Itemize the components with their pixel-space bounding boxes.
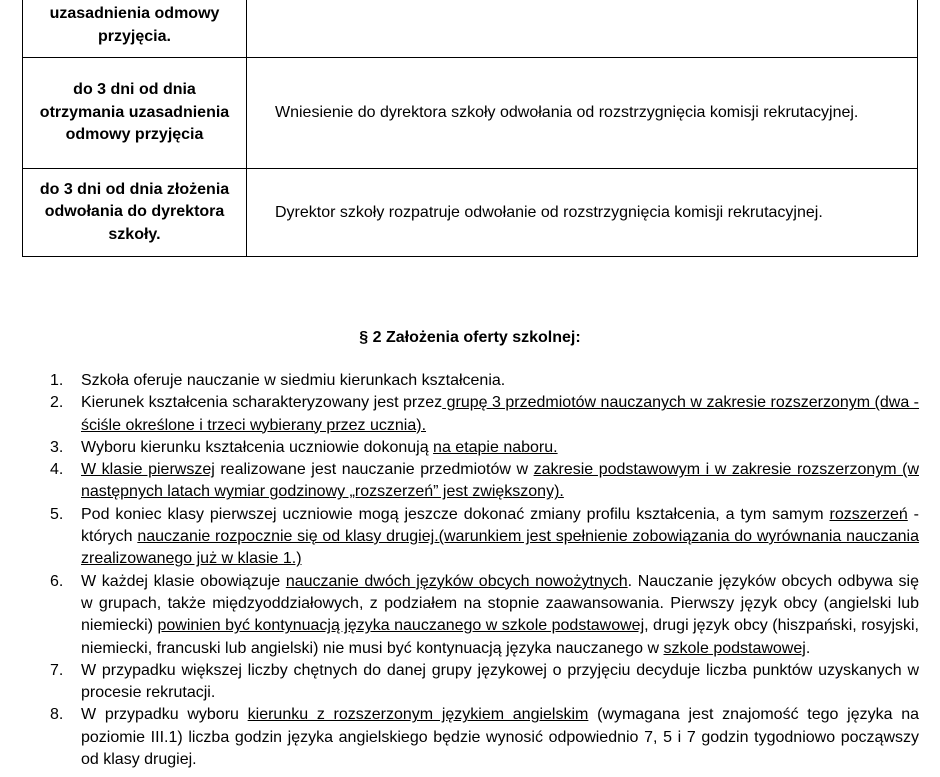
- underlined-text: rozszerzeń: [829, 505, 908, 523]
- list-item-text: Pod koniec klasy pierwszej uczniowie mogą jeszcze dokonać zmiany profilu kształcenia, a tym samym: [81, 505, 830, 523]
- table-row: [23, 169, 918, 257]
- underlined-text: W klasie pierwszej: [81, 461, 215, 479]
- list-item-text: W każdej klasie obowiązuje: [81, 572, 286, 590]
- list-item: [0, 571, 940, 660]
- deadline-text: uzasadnienia odmowy przyjęcia.: [49, 5, 220, 45]
- list-item-text: , drugi język obcy (hiszpański, rosyjski, niemiecki, francuski lub angielski) nie musi być kontynuacją języka nauczanego w: [81, 617, 919, 657]
- recruitment-schedule-table: [22, 0, 918, 257]
- list-item-number: 7.: [50, 661, 64, 679]
- list-item: [0, 459, 940, 504]
- list-item-text: realizowane jest nauczanie przedmiotów w: [214, 461, 534, 479]
- underlined-text: powinien być kontynuacją języka nauczanego w szkole podstawowej: [157, 617, 645, 635]
- list-item-number: 5.: [50, 505, 64, 523]
- action-text: Dyrektor szkoły rozpatruje odwołanie od rozstrzygnięcia komisji rekrutacyjnej.: [275, 203, 823, 221]
- list-item-number: 3.: [50, 438, 64, 456]
- list-item: [0, 370, 940, 392]
- list-item-text: W przypadku większej liczby chętnych do danej grupy językowej o przyjęciu decyduje liczba punktów uzyskanych w procesie rekrutacji.: [81, 661, 919, 702]
- table-row: [23, 58, 918, 169]
- list-item-text: .: [805, 639, 811, 657]
- list-item-text: Szkoła oferuje nauczanie w siedmiu kierunkach kształcenia.: [81, 372, 506, 389]
- deadline-cell: [23, 169, 247, 257]
- action-cell: [247, 58, 918, 169]
- list-item-text: . Nauczanie języków obcych odbywa się w grupach, także międzyoddziałowych, z podziałem na stopnie zaawansowania. Pierwszy język obcy (angielski lub niemiecki): [81, 572, 920, 635]
- list-item: [0, 504, 940, 571]
- list-item-number: 1.: [50, 372, 64, 389]
- list-item-text: Wyboru kierunku kształcenia uczniowie dokonują: [81, 438, 434, 456]
- underlined-text: grupę 3 przedmiotów nauczanych w zakresie rozszerzonym (dwa - ściśle określone i trzeci wybierany przez ucznia).: [81, 394, 920, 434]
- list-item: [0, 437, 940, 459]
- underlined-text: szkole podstawowej: [663, 639, 806, 657]
- action-text: Wniesienie do dyrektora szkoły odwołania od rozstrzygnięcia komisji rekrutacyjnej.: [275, 104, 859, 121]
- deadline-cell: [23, 0, 247, 58]
- list-item: [0, 392, 940, 437]
- list-item-text: W przypadku wyboru: [81, 706, 248, 724]
- list-item: [0, 704, 940, 771]
- underlined-text: zakresie podstawowym i w zakresie rozszerzonym (w następnych latach wymiar godzinowy „rozszerzeń” jest zwiększony).: [81, 461, 919, 501]
- underlined-text: kierunku z rozszerzonym językiem angielskim: [247, 706, 589, 724]
- list-item-text: Kierunek kształcenia scharakteryzowany jest przez: [81, 394, 443, 412]
- action-cell: [247, 169, 918, 257]
- underlined-text: na etapie naboru.: [433, 438, 558, 456]
- deadline-cell: [23, 58, 247, 169]
- list-item: [0, 660, 940, 705]
- list-item-number: 2.: [50, 394, 64, 412]
- list-item-number: 4.: [50, 461, 64, 479]
- underlined-text: nauczanie dwóch języków obcych nowożytnych: [285, 572, 628, 590]
- table-row: [23, 0, 918, 58]
- school-offer-list: [0, 370, 940, 771]
- list-item-number: 8.: [50, 706, 64, 724]
- section-heading: § 2 Założenia oferty szkolnej:: [359, 329, 581, 346]
- underlined-text: nauczanie rozpocznie się od klasy drugiej.(warunkiem jest spełnienie zobowiązania do wyrównania nauczania zrealizowanego już w klasie 1.): [81, 528, 920, 568]
- deadline-text: do 3 dni od dnia otrzymania uzasadnienia odmowy przyjęcia: [39, 81, 230, 144]
- list-item-text: - których: [81, 505, 919, 546]
- list-item-text: (wymagana jest znajomość tego języka na poziomie III.1) liczba godzin języka angielskiego będzie wynosić odpowiednio 7, 5 i 7 godzin tygodniowo począwszy od klasy drugiej.: [81, 706, 919, 769]
- deadline-text: do 3 dni od dnia złożenia odwołania do dyrektora szkoły.: [39, 180, 230, 243]
- action-cell: [247, 0, 918, 58]
- list-item-number: 6.: [50, 572, 64, 590]
